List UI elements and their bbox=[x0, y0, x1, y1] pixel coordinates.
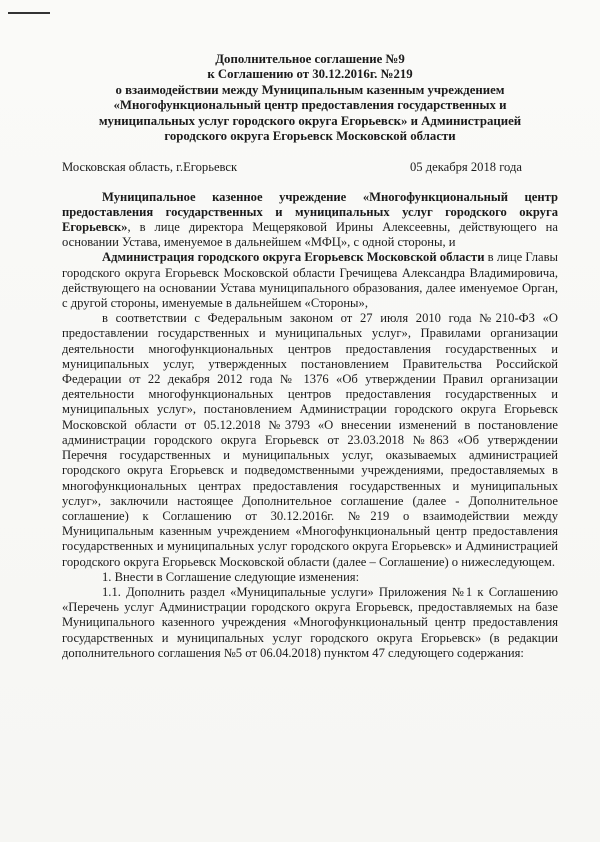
preamble-paragraph: в соответствии с Федеральным законом от 27 июля 2010 года №210-ФЗ «О предоставлении государственных и муниципальных услуг», Правилами организации деятельности многофункциональных центров предоставления государственных и муниципальных услуг, утвержденных постановлением Правительства Российской Федерации от 22 декабря 2012 года № 1376 «Об утверждении Правил организации деятельности многофункциональных центров предоставления государственных и муниципальных услуг», постановлением Администрации городского округа Егорьевск Московской области от 05.12.2018 №3793 «О внесении изменений в постановление администрации городского округа Егорьевск от 23.03.2018 №863 «Об утверждении Перечня государственных и муниципальных услуг, оказываемых администрацией городского округа Егорьевск и подведомственными учреждениями, предоставляемых в многофункциональных центрах предоставления государственных и муниципальных услуг», заключили настоящее Дополнительное соглашение (далее - Дополнительное соглашение) к Соглашению от 30.12.2016г. №219 о взаимодействии между Муниципальным казенным учреждением «Многофункциональный центр предоставления государственных и муниципальных услуг городского округа Егорьевск» и Администрацией городского округа Егорьевск Московской области (далее – Соглашение) о нижеследующем. bbox=[62, 311, 558, 569]
title-line: «Многофункциональный центр предоставления государственных и bbox=[113, 98, 507, 113]
place-date-row bbox=[62, 160, 522, 175]
document-body bbox=[62, 40, 558, 661]
party1-paragraph bbox=[62, 190, 558, 251]
document-title bbox=[62, 52, 558, 144]
date: 05 декабря 2018 года bbox=[409, 160, 522, 175]
place: Московская область, г.Егорьевск bbox=[62, 160, 238, 175]
title-line: муниципальных услуг городского округа Егорьевск» и Администрацией bbox=[98, 113, 522, 128]
title-line: к Соглашению от 30.12.2016г. №219 bbox=[207, 67, 413, 82]
title-line: Дополнительное соглашение №9 bbox=[215, 52, 405, 66]
item-1: 1. Внести в Соглашение следующие изменения: bbox=[102, 569, 360, 584]
party2-name: Администрация городского округа Егорьевск Московской области bbox=[102, 250, 485, 265]
title-line: о взаимодействии между Муниципальным казенным учреждением bbox=[115, 82, 505, 97]
party1-name: Муниципальное казенное учреждение «Многофункциональный центр предоставления государственных и муниципальных услуг городского округа Егорьевск» bbox=[62, 189, 558, 235]
party2-text: в лице Главы городского округа Егорьевск Московской области Гречищева Александра Владимировича, действующего на основании Устава муниципального образования, далее именуемое Орган, с другой стороны, именуемые в дальнейшем «Стороны», bbox=[62, 250, 558, 311]
scan-mark bbox=[8, 12, 50, 14]
item-1-1: 1.1. Дополнить раздел «Муниципальные услуги» Приложения №1 к Соглашению «Перечень услуг Администрации городского округа Егорьевск, предоставляемых на базе Муниципального казенного учреждения «Многофункциональный центр предоставления государственных и муниципальных услуг городского округа Егорьевск» (в редакции дополнительного соглашения №5 от 06.04.2018) пунктом 47 следующего содержания: bbox=[62, 584, 558, 660]
party1-text: , в лице директора Мещеряковой Ирины Алексеевны, действующего на основании Устава, именуемое в дальнейшем «МФЦ», с одной стороны, и bbox=[62, 220, 558, 250]
title-line: городского округа Егорьевск Московской области bbox=[164, 129, 456, 144]
party2-paragraph bbox=[62, 250, 558, 311]
